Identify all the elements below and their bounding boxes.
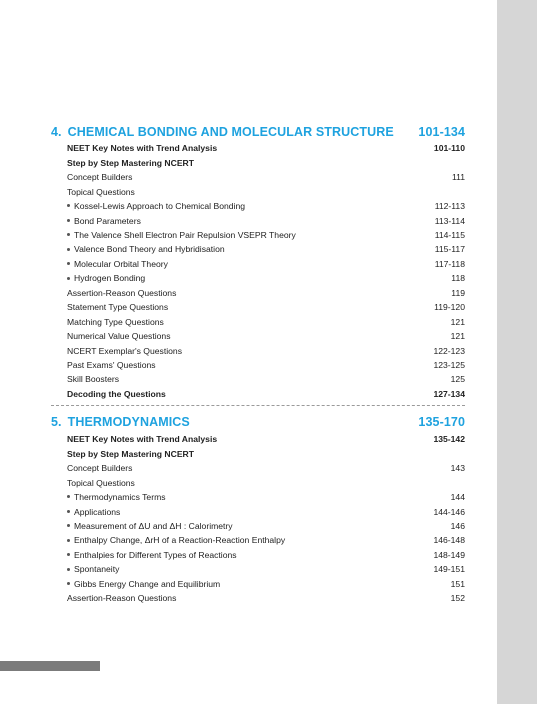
toc-entry-page: 115-117	[434, 244, 465, 255]
toc-entry[interactable]	[67, 519, 465, 534]
toc-entry-page: 144	[450, 492, 465, 503]
toc-entry-page: 117-118	[434, 258, 465, 269]
toc-entry[interactable]	[67, 300, 465, 315]
toc-entry[interactable]	[67, 155, 465, 170]
toc-entry-title: Concept Builders	[67, 172, 133, 183]
toc-entry-page: 121	[450, 316, 465, 327]
toc-entry-title: NCERT Exemplar's Questions	[67, 345, 182, 356]
toc-entry-page: 125	[450, 374, 465, 385]
toc-entry-title: Assertion-Reason Questions	[67, 287, 177, 298]
toc-entry[interactable]	[67, 591, 465, 606]
toc-entry-page: 144-146	[433, 506, 465, 517]
toc-entry-page: 122-123	[433, 345, 465, 356]
toc-entry-page: 152	[450, 593, 465, 604]
toc-entry[interactable]	[67, 170, 465, 185]
toc-entry-title: Assertion-Reason Questions	[67, 593, 177, 604]
toc-entry[interactable]	[67, 461, 465, 476]
toc-entry[interactable]	[67, 213, 465, 228]
toc-entry-title: Statement Type Questions	[67, 302, 169, 313]
section-divider	[51, 405, 465, 406]
toc-entry-title: Enthalpies for Different Types of Reactions	[67, 550, 237, 560]
toc-entry[interactable]	[67, 314, 465, 329]
toc-entry-title: Thermodynamics Terms	[67, 492, 166, 502]
toc-entry-title: The Valence Shell Electron Pair Repulsion VSEPR Theory	[67, 230, 296, 240]
toc-entry[interactable]	[67, 533, 465, 548]
chapter-title: 5. THERMODYNAMICS	[51, 415, 190, 429]
toc-entry-title: Measurement of ΔU and ΔH : Calorimetry	[67, 521, 233, 531]
toc-entry-page: 118	[451, 273, 465, 284]
toc-entry-title: Matching Type Questions	[67, 316, 164, 327]
toc-entry-page: 121	[450, 331, 465, 342]
toc-entry[interactable]	[67, 199, 465, 214]
toc-entry-page: 146	[450, 520, 465, 531]
toc-entry[interactable]	[67, 228, 465, 243]
page-edge-band	[497, 0, 537, 704]
chapter-title: 4. CHEMICAL BONDING AND MOLECULAR STRUCTURE	[51, 125, 394, 139]
toc-entry[interactable]	[67, 358, 465, 373]
toc-entry-title: Numerical Value Questions	[67, 331, 171, 342]
toc-entry-page: 127-134	[433, 388, 465, 399]
toc-entry-title: Enthalpy Change, ΔrH of a Reaction-Reaction Enthalpy	[67, 535, 285, 545]
toc-entry-title: Hydrogen Bonding	[67, 273, 145, 283]
toc-entry-page: 114-115	[434, 229, 465, 240]
toc-entry[interactable]	[67, 387, 465, 402]
chapter-5-heading[interactable]	[51, 413, 465, 431]
toc-entry-page: 148-149	[433, 549, 465, 560]
toc-entry-page: 101-110	[433, 143, 465, 154]
toc-entry-page: 135-142	[433, 434, 465, 445]
toc-entry-page: 113-114	[434, 215, 465, 226]
toc-entry[interactable]	[67, 475, 465, 490]
toc-entry[interactable]	[67, 446, 465, 461]
toc-entry-page: 119	[451, 287, 465, 298]
footer-bar	[0, 661, 100, 671]
toc-entry-title: Molecular Orbital Theory	[67, 259, 168, 269]
toc-entry-title: Skill Boosters	[67, 374, 120, 385]
toc-entry[interactable]	[67, 577, 465, 592]
toc-entry-title: Past Exams' Questions	[67, 360, 156, 370]
toc-entry-title: Kossel-Lewis Approach to Chemical Bonding	[67, 201, 245, 211]
toc-entry-title: NEET Key Notes with Trend Analysis	[67, 434, 218, 445]
toc-entry-title: Topical Questions	[67, 186, 135, 197]
toc-entry[interactable]	[67, 490, 465, 505]
toc-entry[interactable]	[67, 504, 465, 519]
toc-entry-page: 143	[450, 463, 465, 474]
toc-entry-title: Step by Step Mastering NCERT	[67, 448, 195, 459]
toc-entry[interactable]	[67, 372, 465, 387]
chapter-page-range: 101-134	[418, 125, 465, 139]
toc-entry-title: Bond Parameters	[67, 216, 141, 226]
toc-entry[interactable]	[67, 184, 465, 199]
toc-entry[interactable]	[67, 141, 465, 156]
toc-entry-title: Concept Builders	[67, 463, 133, 474]
toc-entry[interactable]	[67, 271, 465, 286]
toc-entry-page: 119-120	[434, 302, 465, 313]
toc-entry-page: 149-151	[433, 564, 465, 575]
toc-entry-title: Applications	[67, 507, 120, 517]
toc-entry-title: Valence Bond Theory and Hybridisation	[67, 244, 225, 254]
toc-entry-title: NEET Key Notes with Trend Analysis	[67, 143, 218, 154]
toc-entry-title: Decoding the Questions	[67, 388, 166, 399]
toc-entry[interactable]	[67, 343, 465, 358]
toc-entry[interactable]	[67, 286, 465, 301]
toc-entry-page: 146-148	[433, 535, 465, 546]
toc-entry-page: 123-125	[433, 360, 465, 370]
toc-entry[interactable]	[67, 548, 465, 563]
toc-entry-page: 112-113	[434, 201, 465, 212]
toc-entry-page: 111	[451, 172, 465, 183]
toc-entry[interactable]	[67, 432, 465, 447]
toc-entry-title: Spontaneity	[67, 564, 119, 574]
toc-entry-title: Topical Questions	[67, 477, 135, 488]
toc-entry[interactable]	[67, 562, 465, 577]
toc-entry[interactable]	[67, 257, 465, 272]
toc-entry-title: Step by Step Mastering NCERT	[67, 157, 195, 168]
toc-entry[interactable]	[67, 242, 465, 257]
chapter-4-heading[interactable]	[51, 123, 465, 141]
toc-entry-title: Gibbs Energy Change and Equilibrium	[67, 579, 220, 589]
toc-entry[interactable]	[67, 329, 465, 344]
chapter-page-range: 135-170	[418, 415, 465, 429]
toc-entry-page: 151	[450, 578, 465, 589]
